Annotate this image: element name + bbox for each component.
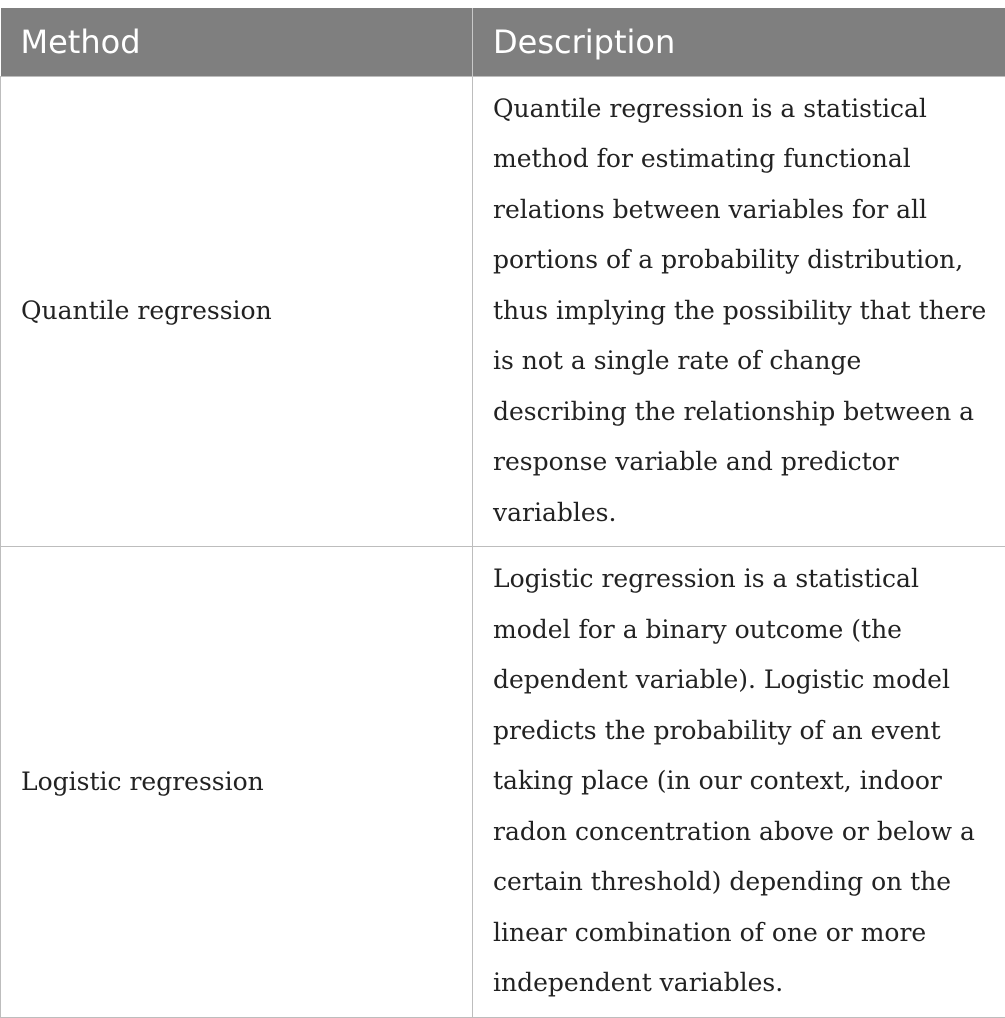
description-cell: Quantile regression is a statistical method for estimating functional relations between variables for all portions of a probability distribution, thus implying the possibility that there is not a single rate of change describing the relationship between a response variable and predictor variables. (473, 76, 1005, 547)
description-cell: Logistic regression is a statistical model for a binary outcome (the dependent variable). Logistic model predicts the probability of an event taking place (in our context, indoor radon concentration above or below a certain threshold) depending on the linear combination of one or more independent variables. (473, 547, 1005, 1018)
table-header (1, 8, 1005, 76)
method-cell: Quantile regression (1, 76, 473, 547)
table-row (1, 76, 1005, 547)
header-method: Method (1, 8, 473, 76)
table-row (1, 547, 1005, 1018)
method-cell: Logistic regression (1, 547, 473, 1018)
methods-table-container (0, 8, 1005, 1018)
methods-table (0, 8, 1005, 1018)
header-row (1, 8, 1005, 76)
table-body (1, 76, 1005, 1017)
header-description: Description (473, 8, 1005, 76)
